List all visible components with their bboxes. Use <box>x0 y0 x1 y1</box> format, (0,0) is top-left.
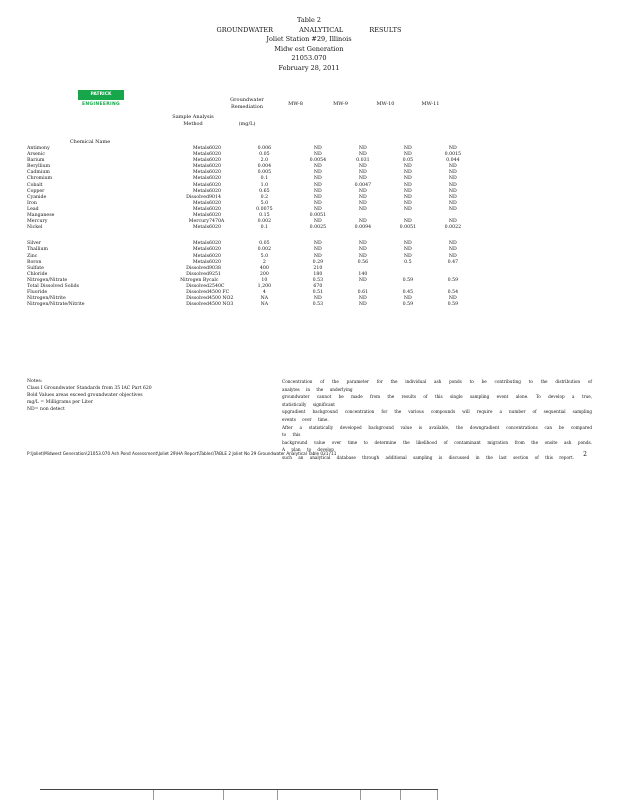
table-heading <box>0 26 618 36</box>
mw10-value-cell: 0.45 <box>402 290 414 296</box>
note-paragraph-line: Concentration of the parameter for the individual ash ponds to be contributing to the distribution of analytes in the underlying <box>282 379 592 392</box>
chemical-name-cell: Arsenic <box>27 152 45 158</box>
note-paragraph-line: background value over time to determine the likelihood of contaminant migration from the onsite ash ponds. A plan to develop <box>282 439 592 453</box>
project-number: 21053.070 <box>291 54 327 62</box>
remediation-value-cell: 0.05 <box>259 152 270 158</box>
method-code-cell: 4500 FC <box>209 290 230 296</box>
mw9-value-cell: 0.0047 <box>354 182 372 188</box>
method-code-cell: 6020 <box>209 206 221 212</box>
heading-part: GROUNDWATER <box>216 25 273 34</box>
remediation-header <box>216 97 278 128</box>
company-logo <box>78 90 124 107</box>
table-label: Table 2 <box>297 16 321 24</box>
method-cell: Metals <box>192 225 209 231</box>
method-cell: Metals <box>192 259 209 265</box>
method-code-cell: 6020 <box>209 170 221 176</box>
remediation-value-cell: 0.002 <box>257 219 272 225</box>
method-code-cell: 6020 <box>209 158 221 164</box>
method-cell: Metals <box>192 200 209 206</box>
mw9-value-cell: 0.031 <box>356 158 370 164</box>
method-code-cell: 2540C <box>209 283 225 289</box>
mw9-value-cell: ND <box>358 146 367 151</box>
header-text: Sample Analysis <box>172 114 214 120</box>
note-line: mg/L = Milligrams per Liter <box>27 400 93 405</box>
well-header-3: MW-11 <box>421 101 440 107</box>
method-cell: Metals <box>192 247 209 253</box>
chemical-name-cell: Nitrogen/Nitrate/Nitrite <box>27 302 85 308</box>
remediation-value-cell: 200 <box>259 271 269 277</box>
bar-segment <box>154 790 224 800</box>
remediation-value-cell: 0.1 <box>260 225 269 231</box>
remediation-value-cell: 0.004 <box>257 164 272 170</box>
mw11-value-cell: ND <box>448 146 457 151</box>
mw11-value-cell: 0.59 <box>447 277 459 283</box>
chemical-name-cell: Beryllium <box>27 164 51 170</box>
mw10-value-cell: ND <box>403 200 412 206</box>
remediation-value-cell: 1.0 <box>260 182 269 188</box>
mw10-value-cell: ND <box>403 170 412 176</box>
chemical-name-cell: Boron <box>27 259 42 265</box>
method-cell: Metals <box>192 164 209 170</box>
method-cell: Dissolved <box>186 296 209 302</box>
mw11-value-cell: ND <box>448 194 457 200</box>
mw10-value-cell: 0.05 <box>402 158 414 164</box>
method-code-cell: 6020 <box>209 247 221 253</box>
mw10-value-cell: 0.59 <box>402 277 414 283</box>
notes-left <box>27 378 257 413</box>
note-line: Bold Values areas exceed groundwater objectives <box>27 393 143 398</box>
chemical-name-cell: Antimony <box>27 146 50 151</box>
header-text: Remediation <box>230 104 264 110</box>
sample-method-header <box>168 114 218 128</box>
mw11-value-cell: ND <box>448 241 457 247</box>
mw8-value-cell: 0.0054 <box>309 158 327 164</box>
mw11-value-cell: ND <box>448 188 457 194</box>
method-cell: Dissolved <box>186 265 209 271</box>
remediation-value-cell: 0.05 <box>259 241 270 247</box>
chemical-name-cell: Manganese <box>27 213 55 219</box>
chemical-name-cell: Copper <box>27 188 45 194</box>
well-header-2: MW-10 <box>376 101 395 107</box>
method-cell: Dissolved <box>186 194 209 200</box>
mw10-value-cell: ND <box>403 194 412 200</box>
method-cell: Dissolved <box>186 290 209 296</box>
method-cell: Metals <box>192 241 209 247</box>
chemical-name-cell: Total Dissolved Solids <box>27 283 79 289</box>
method-code-cell: 4500 NO3 <box>209 302 234 308</box>
logo-text: ENGINEERING <box>81 102 121 107</box>
mw11-value-cell: ND <box>448 247 457 253</box>
mw9-value-cell: ND <box>358 296 367 302</box>
mw8-value-cell: ND <box>313 146 322 151</box>
remediation-value-cell: 0.002 <box>257 247 272 253</box>
mw10-value-cell: 0.59 <box>402 302 414 308</box>
bar-segment <box>401 790 438 800</box>
method-cell: Metals <box>192 182 209 188</box>
mw8-value-cell: 0.0025 <box>309 225 327 231</box>
method-code-cell: 6020 <box>209 225 221 231</box>
mw11-value-cell: 0.0015 <box>444 152 462 158</box>
mw8-value-cell: ND <box>313 200 322 206</box>
method-cell: Metals <box>192 176 209 182</box>
mw9-value-cell: 0.56 <box>357 259 369 265</box>
facility-name: Midw est Generation <box>274 44 344 53</box>
mw11-value-cell: ND <box>448 296 457 302</box>
mw10-value-cell: 0.0051 <box>399 225 417 231</box>
mw8-value-cell: ND <box>313 296 322 302</box>
remediation-value-cell: 400 <box>259 265 269 271</box>
header-text: (mg/L) <box>238 121 256 127</box>
mw8-value-cell: ND <box>313 206 322 212</box>
mw8-value-cell: 0.51 <box>312 290 324 296</box>
chemical-name-cell: Fluoride <box>27 290 48 296</box>
mw9-value-cell: ND <box>358 241 367 247</box>
mw8-value-cell: ND <box>313 182 322 188</box>
mw8-value-cell: 180 <box>313 271 323 277</box>
method-cell: Metals <box>192 213 209 219</box>
method-cell: Metals <box>192 146 209 151</box>
method-cell: Metals <box>192 170 209 176</box>
method-code-cell: 4500 NO2 <box>209 296 234 302</box>
remediation-value-cell: NA <box>260 302 269 308</box>
method-code-cell: 6020 <box>209 164 221 170</box>
method-code-cell: 6020 <box>209 188 221 194</box>
chemical-name-cell: Cadmium <box>27 170 50 176</box>
mw9-value-cell: 140 <box>358 271 368 277</box>
note-paragraph-line: groundwater cannot be made from the results of this single sampling event alone. To develop a true, statistically significant <box>282 394 592 407</box>
mw8-value-cell: ND <box>313 253 322 259</box>
page-number: 2 <box>583 451 587 458</box>
method-cell: Metals <box>192 188 209 194</box>
chemical-name-cell: Nitrogen/Nitrite <box>27 296 66 302</box>
results-body <box>27 146 475 308</box>
title-block <box>0 16 618 73</box>
method-code-cell: 6020 <box>209 182 221 188</box>
mw9-value-cell: ND <box>358 176 367 182</box>
header-text: Groundwater <box>230 97 264 103</box>
header-text: Method <box>183 121 203 127</box>
mw8-value-cell: 670 <box>313 283 323 289</box>
well-header-1: MW-9 <box>333 101 348 107</box>
chemical-name-cell: Sulfate <box>27 265 44 271</box>
chemical-name-cell: Cyanide <box>27 194 47 200</box>
method-code-cell: 6020 <box>209 152 221 158</box>
method-code-cell: 6020 <box>209 200 221 206</box>
mw8-value-cell: 0.0051 <box>309 213 327 219</box>
mw10-value-cell: ND <box>403 146 412 151</box>
mw11-value-cell: ND <box>448 182 457 188</box>
method-cell: Metals <box>192 253 209 259</box>
file-path: P:\Joliet\Midwest Generation\21053.070 Ash Pond Assessment\Joliet 29\HA Report\Tables\TABLE 2 Joliet No 29 Groundwater Analytical Table 021711 <box>27 451 337 456</box>
bottom-scrollbar[interactable] <box>40 789 438 800</box>
mw8-value-cell: ND <box>313 188 322 194</box>
mw9-value-cell: ND <box>358 253 367 259</box>
mw11-value-cell: 0.47 <box>447 259 459 265</box>
chemical-name-cell: Nickel <box>27 225 43 231</box>
mw10-value-cell: ND <box>403 152 412 158</box>
mw10-value-cell: ND <box>403 247 412 253</box>
bar-segment <box>361 790 402 800</box>
chemical-name-cell: Chromium <box>27 176 53 182</box>
heading-part: ANALYTICAL <box>299 25 344 34</box>
method-cell: Metals <box>192 158 209 164</box>
method-code-cell: 6020 <box>209 259 221 265</box>
chemical-name-cell: Cobalt <box>27 182 43 188</box>
site-name: Joliet Station #29, Illinois <box>266 35 352 43</box>
mw10-value-cell: ND <box>403 206 412 212</box>
remediation-value-cell: 0.0075 <box>256 206 273 212</box>
mw8-value-cell: ND <box>313 247 322 253</box>
note-paragraph-line: such an analytical database through additional sampling is discussed in the last section of this report. <box>282 454 574 460</box>
chemical-name-cell: Iron <box>27 200 37 206</box>
remediation-value-cell: 2.0 <box>260 158 269 164</box>
mw8-value-cell: ND <box>313 176 322 182</box>
method-code-cell: 6020 <box>209 241 221 247</box>
chemical-name-cell: Mercury <box>27 219 48 225</box>
mw10-value-cell: ND <box>403 164 412 170</box>
method-cell: Mercury <box>188 219 209 225</box>
note-line: Notes: <box>27 379 43 384</box>
mw10-value-cell: ND <box>403 219 412 225</box>
note-line: Class I Groundwater Standards from 35 IAC Part 620 <box>27 386 152 391</box>
well-header-0: MW-8 <box>288 101 303 107</box>
mw11-value-cell: ND <box>448 219 457 225</box>
remediation-value-cell: 0.2 <box>260 194 269 200</box>
method-code-cell: calc <box>209 277 219 283</box>
note-paragraph-line: upgradient background concentration for the various compounds will require a number of sequential sampling events over time. <box>282 409 592 422</box>
results-table <box>27 146 475 308</box>
mw8-value-cell: 0.53 <box>312 302 324 308</box>
method-cell: Dissolved <box>186 271 209 277</box>
chemical-name-cell: Lead <box>27 206 39 212</box>
mw9-value-cell: ND <box>358 206 367 212</box>
note-paragraph-line: After a statistically developed background value is available, the downgradient concentrations can be compared to this <box>282 424 592 438</box>
mw10-value-cell: ND <box>403 176 412 182</box>
mw9-value-cell: ND <box>358 200 367 206</box>
mw11-value-cell: ND <box>448 170 457 176</box>
method-code-cell: 6020 <box>209 253 221 259</box>
method-code-cell: 6020 <box>209 176 221 182</box>
remediation-value-cell: 0.1 <box>260 176 269 182</box>
remediation-value-cell: 10 <box>261 277 268 283</box>
mw9-value-cell: ND <box>358 152 367 158</box>
mw8-value-cell: 0.53 <box>312 277 324 283</box>
method-cell: Metals <box>192 152 209 158</box>
method-cell: Metals <box>192 206 209 212</box>
method-code-cell: 9251 <box>209 271 221 277</box>
chemical-name-cell: Nitrogen/Nitrate <box>27 277 68 283</box>
remediation-value-cell: 1,200 <box>257 283 272 289</box>
mw9-value-cell: ND <box>358 164 367 170</box>
method-code-cell: 9038 <box>209 265 221 271</box>
method-code-cell: 6020 <box>209 146 221 151</box>
mw11-value-cell: 0.54 <box>447 290 459 296</box>
mw11-value-cell: 0.0022 <box>444 225 462 231</box>
mw8-value-cell: ND <box>313 219 322 225</box>
mw8-value-cell: ND <box>313 241 322 247</box>
mw9-value-cell: ND <box>358 170 367 176</box>
mw9-value-cell: 0.0094 <box>354 225 372 231</box>
spacer-cell <box>27 231 475 241</box>
logo-mark: PATRICK <box>78 90 124 100</box>
mw11-value-cell: 0.59 <box>447 302 459 308</box>
remediation-value-cell: 4 <box>262 290 266 296</box>
remediation-value-cell: 2 <box>262 259 266 265</box>
mw8-value-cell: ND <box>313 152 322 158</box>
mw8-value-cell: 0.29 <box>312 259 324 265</box>
mw11-value-cell: ND <box>448 176 457 182</box>
mw11-value-cell: ND <box>448 206 457 212</box>
chemical-name-cell: Barium <box>27 158 45 164</box>
mw10-value-cell: ND <box>403 182 412 188</box>
chemical-name-cell: Zinc <box>27 253 38 259</box>
report-date: February 28, 2011 <box>278 63 340 72</box>
chemical-name-cell: Silver <box>27 241 41 247</box>
mw10-value-cell: ND <box>403 253 412 259</box>
method-cell: Nitrogen By <box>180 277 209 283</box>
mw10-value-cell: ND <box>403 241 412 247</box>
mw9-value-cell: ND <box>358 188 367 194</box>
method-cell: Dissolved <box>186 283 209 289</box>
mw10-value-cell: ND <box>403 188 412 194</box>
method-cell: Dissolved <box>186 302 209 308</box>
remediation-value-cell: 0.15 <box>259 213 270 219</box>
remediation-value-cell: 5.0 <box>260 253 269 259</box>
method-code-cell: 6020 <box>209 213 221 219</box>
chemical-name-cell: Thallium <box>27 247 48 253</box>
mw9-value-cell: ND <box>358 219 367 225</box>
bar-segment <box>224 790 277 800</box>
table-row <box>27 302 475 308</box>
table-row <box>27 231 475 241</box>
bar-segment <box>40 790 154 800</box>
remediation-value-cell: NA <box>260 296 269 302</box>
remediation-value-cell: 0.005 <box>257 170 272 176</box>
mw10-value-cell: ND <box>403 296 412 302</box>
heading-part: RESULTS <box>369 25 402 34</box>
mw11-value-cell: ND <box>448 164 457 170</box>
mw11-value-cell: ND <box>448 253 457 259</box>
mw9-value-cell: ND <box>358 247 367 253</box>
mw10-value-cell: 0.5 <box>404 259 412 265</box>
mw8-value-cell: ND <box>313 170 322 176</box>
notes-right <box>282 378 592 462</box>
page-footer <box>27 451 587 456</box>
chemical-name-header: Chemical Name <box>69 139 111 145</box>
mw8-value-cell: 210 <box>313 265 323 271</box>
mw9-value-cell: ND <box>358 277 367 283</box>
method-code-cell: 7470A <box>209 219 225 225</box>
mw9-value-cell: ND <box>358 194 367 200</box>
method-code-cell: 9014 <box>209 194 221 200</box>
bar-segment <box>278 790 361 800</box>
remediation-value-cell: 0.65 <box>259 188 270 194</box>
remediation-value-cell: 5.0 <box>260 200 269 206</box>
remediation-value-cell: 0.006 <box>257 146 272 151</box>
mw9-value-cell: 0.61 <box>357 290 369 296</box>
mw8-value-cell: ND <box>313 194 322 200</box>
mw8-value-cell: ND <box>313 164 322 170</box>
mw11-value-cell: ND <box>448 200 457 206</box>
chemical-name-cell: Chloride <box>27 271 48 277</box>
mw9-value-cell: ND <box>358 302 367 308</box>
note-line: ND= non detect <box>27 407 65 412</box>
mw11-value-cell: 0.044 <box>446 158 460 164</box>
